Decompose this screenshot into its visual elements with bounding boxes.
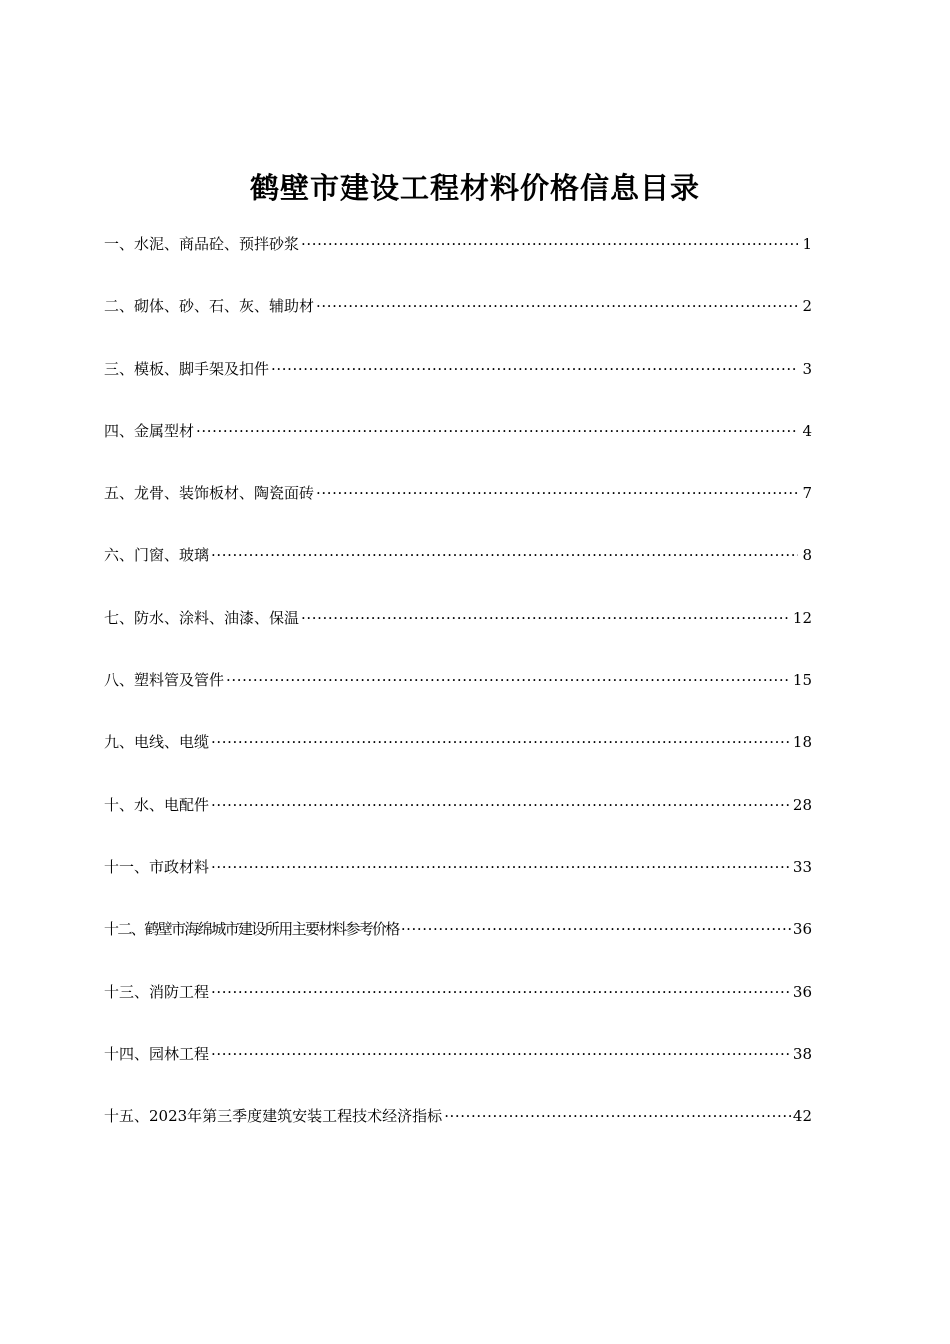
toc-entry-page: 33 (792, 857, 812, 876)
dot-leader (444, 1100, 791, 1132)
dot-leader (316, 477, 798, 509)
dot-leader (211, 851, 791, 883)
toc-entry[interactable] (104, 290, 812, 352)
toc-entry-page: 8 (802, 546, 812, 565)
toc-entry-label: 五、龙骨、装饰板材、陶瓷面砖 (104, 484, 315, 503)
dot-leader (301, 228, 798, 260)
toc-entry-label: 十四、园林工程 (104, 1044, 210, 1063)
toc-entry-page: 7 (802, 484, 812, 503)
toc-entry[interactable] (104, 602, 812, 664)
toc-entry-label: 二、砌体、砂、石、灰、辅助材 (104, 297, 315, 316)
toc-entry-page: 36 (792, 920, 812, 939)
toc-entry-label: 九、电线、电缆 (104, 733, 210, 752)
dot-leader (301, 602, 791, 634)
toc-entry-page: 28 (792, 795, 812, 814)
toc-entry[interactable] (104, 789, 812, 851)
toc-entry-page: 42 (792, 1107, 812, 1126)
toc-entry[interactable] (104, 851, 812, 913)
dot-leader (211, 789, 791, 821)
dot-leader (271, 353, 798, 385)
dot-leader (211, 726, 791, 758)
toc-entry-label: 十、水、电配件 (104, 795, 210, 814)
toc-entry-page: 2 (802, 297, 812, 316)
dot-leader (211, 1038, 791, 1070)
toc-entry[interactable] (104, 1100, 812, 1162)
toc-entry[interactable] (104, 228, 812, 290)
toc-entry[interactable] (104, 726, 812, 788)
toc-entry[interactable] (104, 976, 812, 1038)
toc-entry-page: 4 (802, 421, 812, 440)
dot-leader (401, 913, 791, 945)
toc-entry[interactable] (104, 539, 812, 601)
dot-leader (211, 976, 791, 1008)
toc-entry-page: 15 (792, 671, 812, 690)
toc-entry-page: 12 (792, 608, 812, 627)
dot-leader (196, 415, 798, 447)
toc-entry[interactable] (104, 415, 812, 477)
toc-entry-label: 一、水泥、商品砼、预拌砂浆 (104, 235, 300, 253)
toc-entry-label: 八、塑料管及管件 (104, 671, 225, 690)
toc-entry-label: 六、门窗、玻璃 (104, 546, 210, 565)
toc-entry-label: 四、金属型材 (104, 421, 195, 440)
toc-entry-page: 18 (792, 733, 812, 752)
toc-entry[interactable] (104, 664, 812, 726)
page-title: 鹤壁市建设工程材料价格信息目录 (249, 171, 700, 205)
toc-entry-label: 十三、消防工程 (104, 982, 210, 1001)
toc-entry-page: 1 (802, 235, 812, 253)
dot-leader (226, 664, 791, 696)
dot-leader (316, 290, 798, 322)
toc-entry-label: 七、防水、涂料、油漆、保温 (104, 608, 300, 627)
toc-entry-label: 十二、鹤壁市海绵城市建设所用主要材料参考价格 (104, 920, 399, 939)
toc-entry[interactable] (104, 1038, 812, 1100)
dot-leader (211, 539, 798, 571)
toc-entry-label: 十一、市政材料 (104, 857, 210, 876)
toc-entry-label: 三、模板、脚手架及扣件 (104, 359, 270, 378)
toc-entry[interactable] (104, 913, 812, 975)
toc-entry-page: 36 (792, 982, 812, 1001)
toc-entry-page: 38 (792, 1044, 812, 1063)
table-of-contents (104, 228, 812, 1162)
toc-entry-label: 十五、2023年第三季度建筑安装工程技术经济指标 (104, 1107, 443, 1126)
toc-entry[interactable] (104, 477, 812, 539)
toc-entry-page: 3 (802, 359, 812, 378)
toc-entry[interactable] (104, 353, 812, 415)
